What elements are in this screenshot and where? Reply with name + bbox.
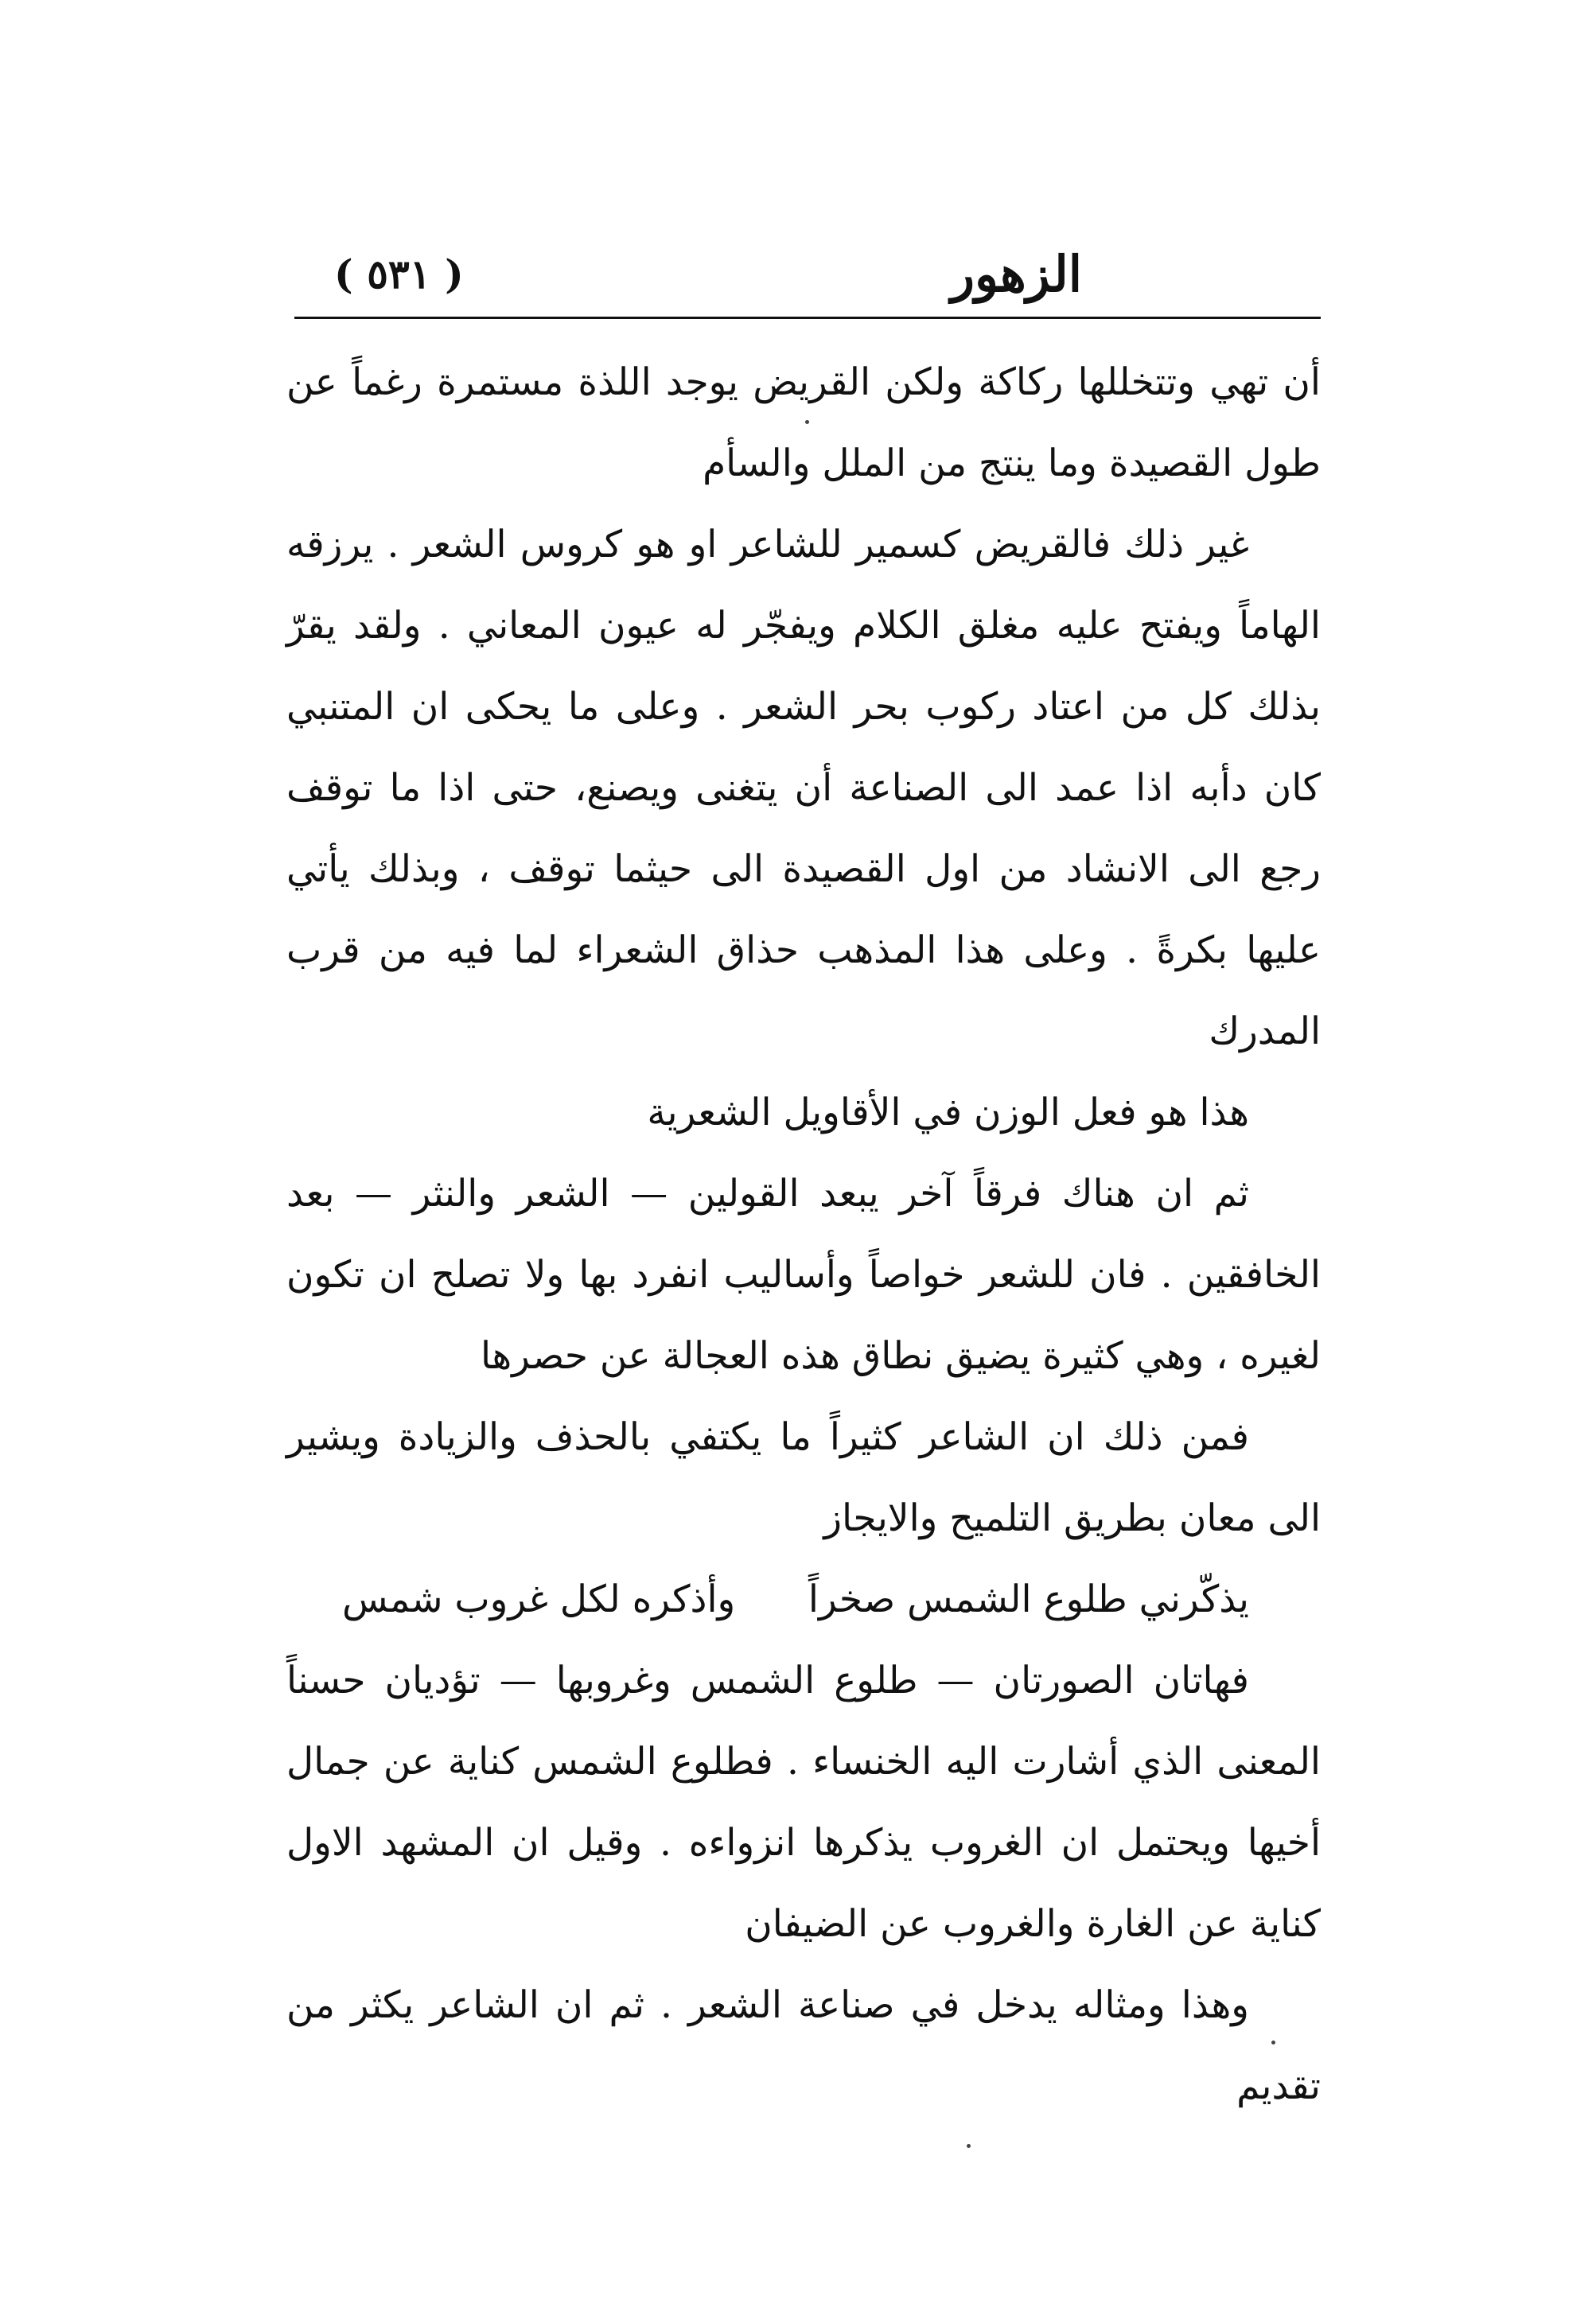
paragraph-meter-summary: هذا هو فعل الوزن في الأقاويل الشعرية [647, 1091, 1249, 1134]
verse-first-hemistich: يذكّرني طلوع الشمس صخراً [808, 1578, 1249, 1621]
paragraph-closing: وهذا ومثاله يدخل في صناعة الشعر . ثم ان الشاعر يكثر من تقديم [286, 1983, 1321, 2108]
verse-second-hemistich: وأذكره لكل غروب شمس [342, 1578, 736, 1621]
header-divider [294, 317, 1321, 319]
ink-speck [1271, 2041, 1275, 2045]
paragraph-allusion: فمن ذلك ان الشاعر كثيراً ما يكتفي بالحذف والزيادة ويشير الى معان بطريق التلميح والايجاز [286, 1415, 1321, 1540]
paragraph-poetry-vs-prose: ثم ان هناك فرقاً آخر يبعد القولين — الشعر والنثر — بعد الخافقين . فان للشعر خواصاً وأساليب انفرد بها ولا تصلح ان تكون لغيره ، وهي كثيرة يضيق نطاق هذه العجالة عن حصرها [286, 1172, 1321, 1378]
page-number: ( ٥٣١ ) [334, 251, 464, 298]
verse-line [286, 1559, 1321, 1640]
page-header [294, 239, 1321, 310]
running-title: الزهور [951, 245, 1082, 303]
body-text [286, 342, 1321, 2127]
paragraph-continuation: أن تهي وتتخللها ركاكة ولكن القريض يوجد اللذة مستمرة رغماً عن طول القصيدة وما ينتج من الملل والسأم [286, 360, 1321, 485]
paragraph-verse-commentary: فهاتان الصورتان — طلوع الشمس وغروبها — تؤديان حسناً المعنى الذي أشارت اليه الخنساء . فطلوع الشمس كناية عن جمال أخيها ويحتمل ان الغروب يذكرها انزواءه . وقيل ان المشهد الاول كناية عن الغارة والغروب عن الضيفان [286, 1659, 1321, 1946]
ink-speck [805, 420, 809, 424]
ink-speck [967, 2144, 971, 2148]
paragraph-recitation: غير ذلك فالقريض كسمير للشاعر او هو كروس الشعر . يرزقه الهاماً ويفتح عليه مغلق الكلام ويفجّر له عيون المعاني . ولقد يقرّ بذلك كل من اعتاد ركوب بحر الشعر . وعلى ما يحكى ان المتنبي كان دأبه اذا عمد الى الصناعة أن يتغنى ويصنع، حتى اذا ما توقف رجع الى الانشاد من اول القصيدة الى حيثما توقف ، وبذلك يأتي عليها بكرةً . وعلى هذا المذهب حذاق الشعراء لما فيه من قرب المدرك [286, 523, 1321, 1053]
